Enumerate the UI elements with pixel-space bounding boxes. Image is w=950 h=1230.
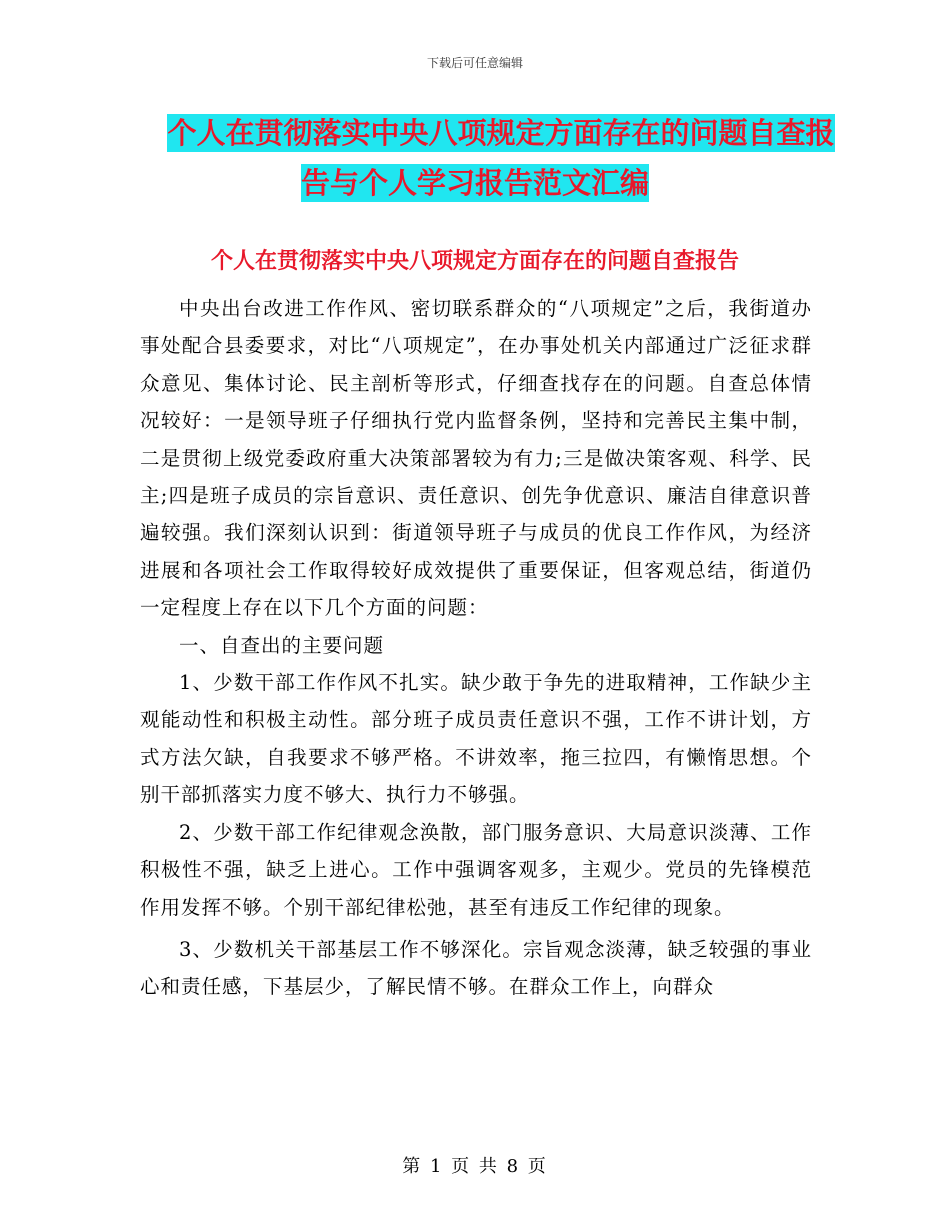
section-title: 个人在贯彻落实中央八项规定方面存在的问题自查报告	[210, 248, 739, 274]
paragraph-intro: 中央出台改进工作作风、密切联系群众的“八项规定”之后，我街道办事处配合县委要求，对比“八项规定”，在办事处机关内部通过广泛征求群众意见、集体讨论、民主剖析等形式，仔细查找存在的问题。自查总体情况较好：一是领导班子仔细执行党内监督条例，坚持和完善民主集中制，二是贯彻上级党委政府重大决策部署较为有力;三是做决策客观、科学、民主;四是班子成员的宗旨意识、责任意识、创先争优意识、廉洁自律意识普遍较强。我们深刻认识到：街道领导班子与成员的优良工作作风，为经济进展和各项社会工作取得较好成效提供了重要保证，但客观总结，街道仍一定程度上存在以下几个方面的问题：	[140, 297, 812, 620]
paragraph-item-2: 2、少数干部工作纪律观念涣散，部门服务意识、大局意识淡薄、工作积极性不强，缺乏上进心。工作中强调客观多，主观少。党员的先锋模范作用发挥不够。个别干部纪律松弛，甚至有违反工作纪律的现象。	[140, 820, 812, 919]
paragraph-item-1: 1、少数干部工作作风不扎实。缺少敢于争先的进取精神，工作缺少主观能动性和积极主动性。部分班子成员责任意识不强，工作不讲计划，方式方法欠缺，自我要求不够严格。不讲效率，拖三拉四，有懒惰思想。个别干部抓落实力度不够大、执行力不够强。	[140, 671, 812, 807]
title-line-1: 个人在贯彻落实中央八项规定方面存在的问题自查报	[167, 116, 835, 150]
document-title	[0, 108, 950, 208]
paragraph-heading-problems: 一、自查出的主要问题	[179, 633, 385, 657]
header-note: 下载后可任意编辑	[426, 56, 523, 70]
title-line-2: 告与个人学习报告范文汇编	[300, 166, 649, 200]
paragraph-item-3: 3、少数机关干部基层工作不够深化。宗旨观念淡薄，缺乏较强的事业心和责任感，下基层少，了解民情不够。在群众工作上，向群众	[140, 937, 812, 999]
page-footer: 第 1 页 共 8 页	[402, 1156, 548, 1177]
document-body	[140, 290, 812, 1006]
